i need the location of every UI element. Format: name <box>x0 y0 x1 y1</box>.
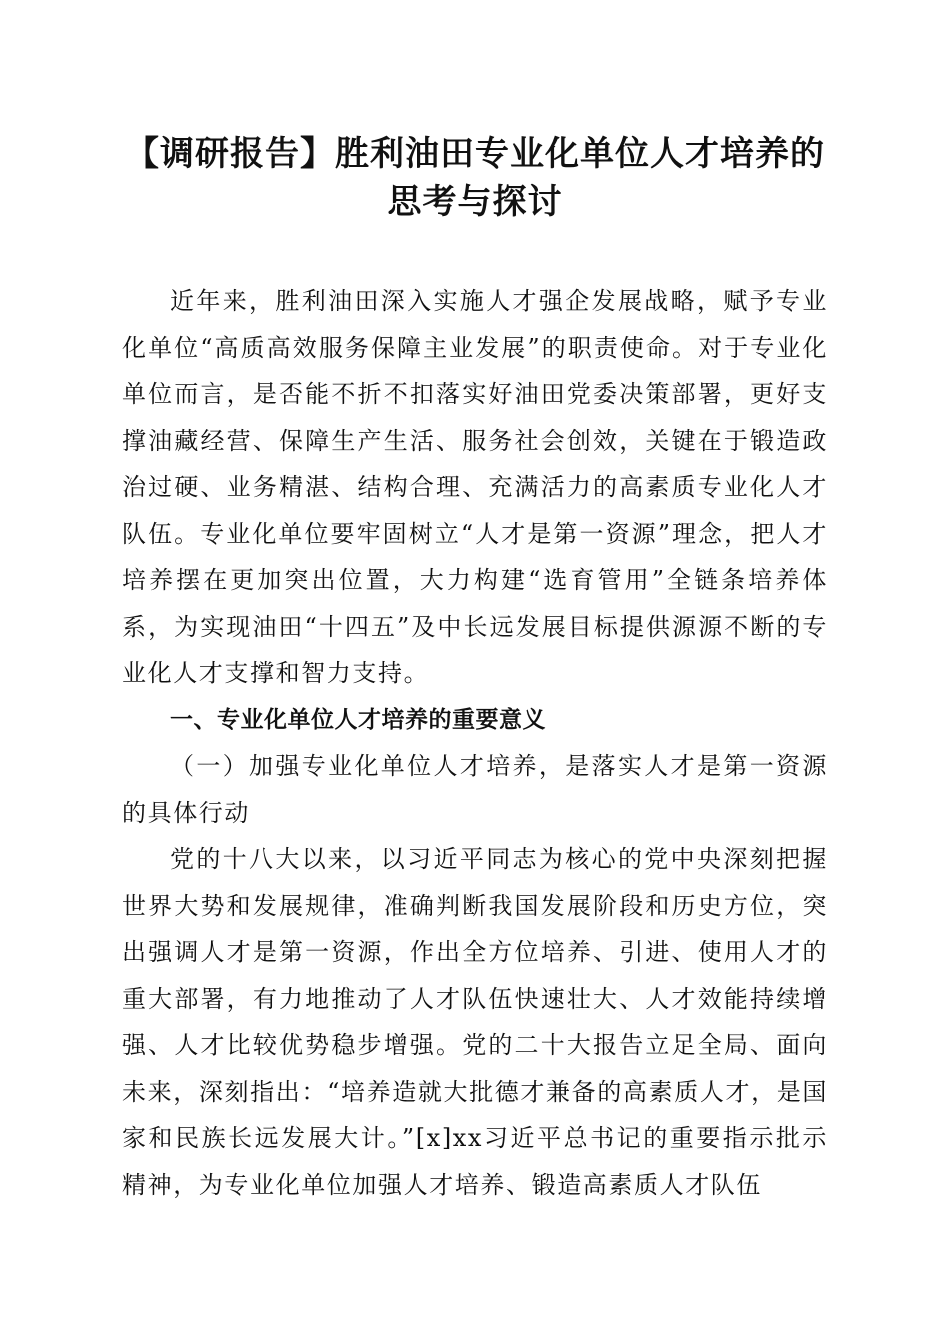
title-line-2: 思考与探讨 <box>387 182 563 222</box>
section-heading-1: 一、专业化单位人才培养的重要意义 <box>170 706 546 733</box>
intro-paragraph: 近年来，胜利油田深入实施人才强企发展战略，赋予专业化单位“高质高效服务保障主业发展”的职责使命。对于专业化单位而言，是否能不折不扣落实好油田党委决策部署，更好支撑油藏经营、保障生产生活、服务社会创效，关键在于锻造政治过硬、业务精湛、结构合理、充满活力的高素质专业化人才队伍。专业化单位要牢固树立“人才是第一资源”理念，把人才培养摆在更加突出位置，大力构建“选育管用”全链条培养体系，为实现油田“十四五”及中长远发展目标提供源源不断的专业化人才支撑和智力支持。 <box>122 287 828 687</box>
subsection-heading-1: （一）加强专业化单位人才培养，是落实人才是第一资源的具体行动 <box>122 752 828 827</box>
document-title <box>90 130 860 226</box>
body-paragraph-2: 党的十八大以来，以习近平同志为核心的党中央深刻把握世界大势和发展规律，准确判断我国发展阶段和历史方位，突出强调人才是第一资源，作出全方位培养、引进、使用人才的重大部署，有力地推动了人才队伍快速壮大、人才效能持续增强、人才比较优势稳步增强。党的二十大报告立足全局、面向未来，深刻指出：“培养造就大批德才兼备的高素质人才，是国家和民族长远发展大计。”[x]xx习近平总书记的重要指示批示精神，为专业化单位加强人才培养、锻造高素质人才队伍 <box>122 845 828 1199</box>
document-body <box>122 278 828 1208</box>
title-line-1: 【调研报告】胜利油田专业化单位人才培养的 <box>125 134 825 174</box>
